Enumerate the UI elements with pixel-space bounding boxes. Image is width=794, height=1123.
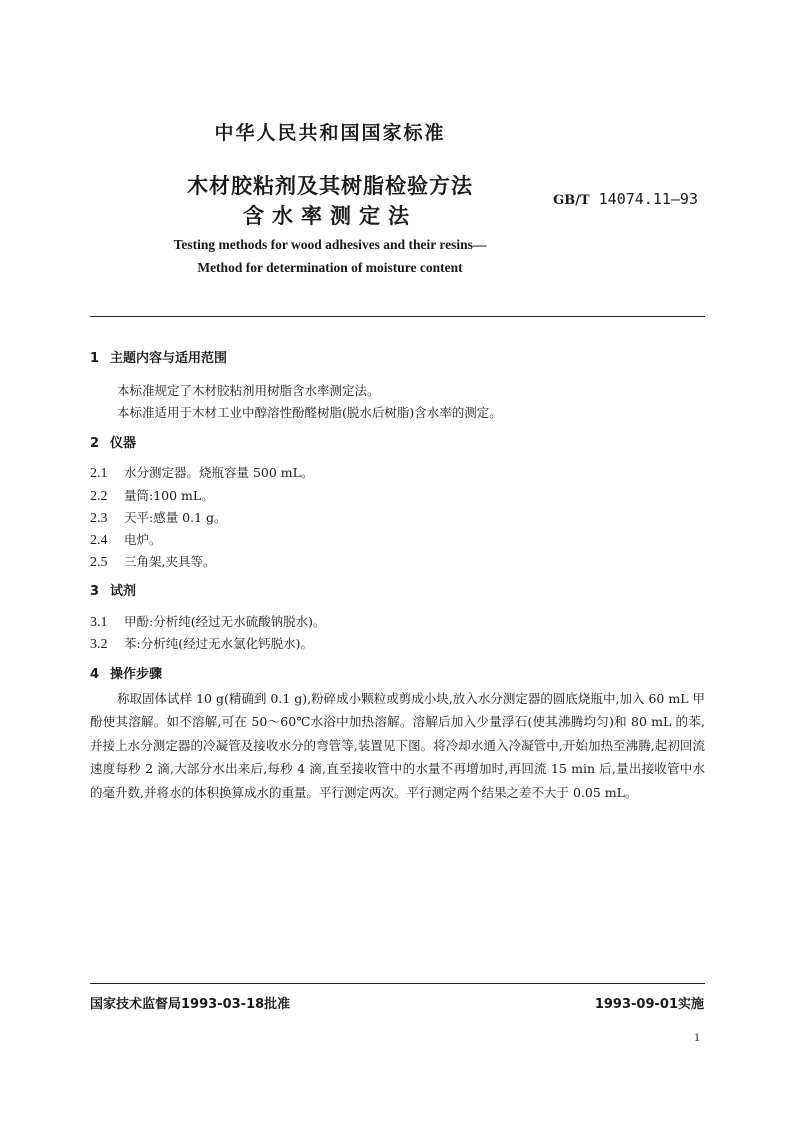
section-1-heading [90, 347, 227, 366]
section-2-heading [90, 432, 136, 451]
list-item [90, 530, 162, 549]
procedure-paragraph: 称取固体试样 10 g(精确到 0.1 g),粉碎成小颗粒或剪成小块,放入水分测定器的圆底烧瓶中,加入 60 mL 甲酚使其溶解。如不溶解,可在 50～60℃水浴中加热溶解。溶解后加入少量浮石(使其沸腾均匀)和 80 mL 的苯,并接上水分测定器的冷凝管及接收水分的弯管等,装置见下图。将冷却水通入冷凝管中,开始加热至沸腾,起初回流速度每秒 2 滴,大部分水出来后,每秒 4 滴,直至接收管中的水量不再增加时,再回流 15 min 后,量出接收管中水的毫升数,并将水的体积换算成水的重量。平行测定两次。平行测定两个结果之差不大于 0.05 mL。 [90, 691, 705, 800]
english-title-line2: Method for determination of moisture content [197, 260, 463, 275]
document-title-line1: 木材胶粘剂及其树脂检验方法 [187, 174, 473, 198]
section-3-heading [90, 580, 136, 599]
item-number: 3.1 [90, 615, 108, 630]
standard-prefix: GB/T [553, 193, 590, 208]
national-standard-heading: 中华人民共和国国家标准 [214, 122, 446, 144]
item-text: 量筒:100 mL。 [124, 488, 214, 503]
item-text: 苯:分析纯(经过无水氯化钙脱水)。 [124, 636, 313, 651]
item-number: 2.3 [90, 511, 108, 526]
header-divider [90, 316, 705, 317]
item-text: 水分测定器。烧瓶容量 500 mL。 [124, 465, 314, 480]
item-number: 2.2 [90, 489, 108, 504]
english-title-line1: Testing methods for wood adhesives and their resins— [173, 237, 487, 252]
item-number: 2.4 [90, 533, 108, 548]
section-title: 操作步骤 [110, 667, 163, 682]
item-number: 2.5 [90, 555, 108, 570]
section-4-heading [90, 663, 162, 682]
implementation-date: 1993-09-01实施 [594, 997, 704, 1012]
item-number: 2.1 [90, 466, 108, 481]
item-number: 3.2 [90, 637, 108, 652]
page-number: 1 [694, 1030, 700, 1044]
list-item [90, 508, 227, 527]
document-title-line2: 含水率测定法 [243, 204, 417, 228]
list-item [90, 463, 313, 482]
standard-code: 14074.11—93 [589, 190, 698, 208]
section-title: 主题内容与适用范围 [110, 351, 228, 366]
footer-divider [90, 983, 705, 984]
item-text: 天平:感量 0.1 g。 [124, 510, 227, 525]
section-1-paragraph-1: 本标准规定了木材胶粘剂用树脂含水率测定法。 [117, 383, 380, 398]
section-title: 仪器 [110, 436, 137, 451]
section-number: 3 [90, 584, 100, 599]
item-text: 甲酚:分析纯(经过无水硫酸钠脱水)。 [124, 614, 326, 629]
section-1-paragraph-2: 本标准适用于木材工业中醇溶性酚醛树脂(脱水后树脂)含水率的测定。 [117, 405, 502, 420]
standard-number [553, 190, 698, 208]
item-text: 电炉。 [124, 532, 162, 547]
section-title: 试剂 [110, 584, 137, 599]
section-number: 1 [90, 351, 100, 366]
section-number: 2 [90, 436, 100, 451]
section-number: 4 [90, 667, 100, 682]
list-item [90, 612, 325, 631]
list-item [90, 552, 215, 571]
item-text: 三角架,夹具等。 [124, 554, 216, 569]
approval-date: 国家技术监督局1993-03-18批准 [90, 997, 291, 1012]
list-item [90, 634, 313, 653]
list-item [90, 486, 214, 505]
